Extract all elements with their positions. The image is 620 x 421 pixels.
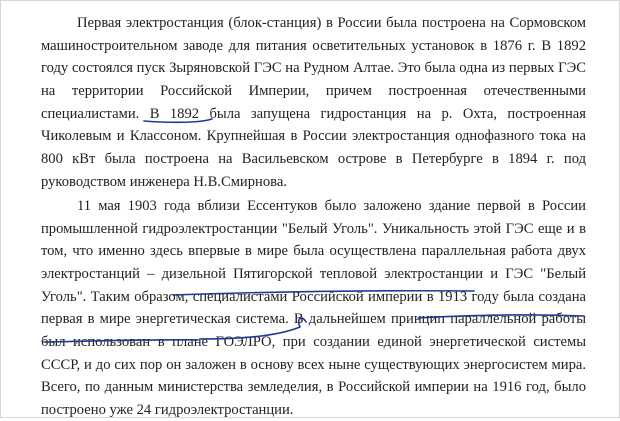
p1-line-2: машиностроительном заводе для питания осветительных установок в 1876 г. В 1892 xyxy=(41,38,586,54)
p2-line-7: был использован в плане ГОЭЛРО, при создании единой энергетической системы xyxy=(41,334,586,350)
p2-line-9: Всего, по данным министерства земледелия, в Российской империи на 1916 год, было xyxy=(41,379,586,395)
p2-line-8: СССР, и до сих пор он заложен в основу всех ныне существующих энергосистем мира. xyxy=(41,357,586,373)
p2-line-4: электростанций – дизельной Пятигорской тепловой электростанции и ГЭС "Белый xyxy=(41,266,586,282)
p1-line-3: году состоялся пуск Зыряновской ГЭС на Рудном Алтае. Это была одна из первых ГЭС xyxy=(41,60,586,76)
p1-line-1: Первая электростанция (блок-станция) в России была построена на Сормовском xyxy=(77,15,586,31)
p2-line-3: том, что именно здесь впервые в мире была осуществлена параллельная работа двух xyxy=(41,243,586,259)
p2-line-10: построено уже 24 гидроэлектростанции. xyxy=(41,402,294,418)
p1-line-5: специалистами. В 1892 была запущена гидростанция на р. Охта, построенная xyxy=(41,106,586,122)
p1-line-4: на территории Российской Империи, причем построенная отечественными xyxy=(41,83,586,99)
p1-line-7: 800 кВт была построена на Васильевском острове в Петербурге в 1894 г. под xyxy=(41,151,586,167)
p2-line-5: Уголь". Таким образом, специалистами Российской империи в 1913 году была создана xyxy=(41,289,586,305)
p2-line-2: промышленной гидроэлектростанции "Белый Уголь". Уникальность этой ГЭС еще и в xyxy=(41,221,586,237)
p2-line-1: 11 мая 1903 года вблизи Ессентуков было заложено здание первой в России xyxy=(77,198,586,214)
p1-line-6: Чиколевым и Классоном. Крупнейшая в России электростанция однофазного тока на xyxy=(41,128,586,144)
p2-line-6: первая в мире энергетическая система. В дальнейшем принцип параллельной работы xyxy=(41,311,586,327)
p1-line-8: руководством инженера Н.В.Смирнова. xyxy=(41,174,287,190)
